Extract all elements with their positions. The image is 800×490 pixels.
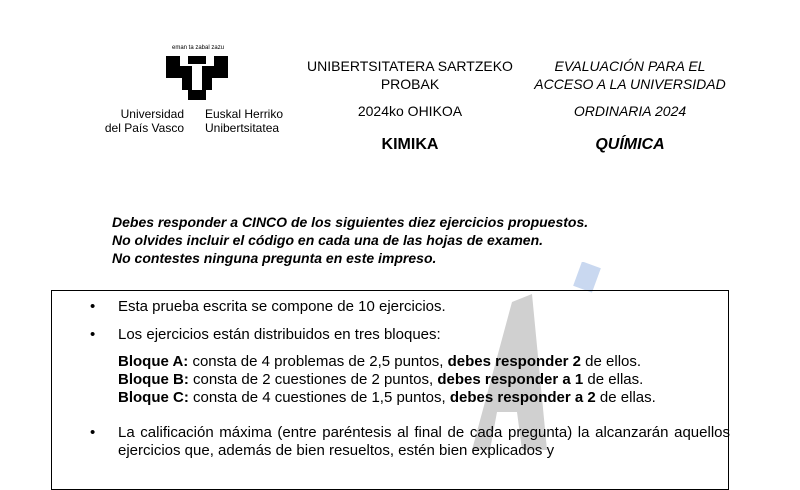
instruction-line: Debes responder a CINCO de los siguientes diez ejercicios propuestos. [112, 214, 589, 230]
session-eu: 2024ko OHIKOA [357, 103, 463, 119]
instruction-line: No contestes ninguna pregunta en este impreso. [112, 250, 437, 266]
blocks-list [118, 353, 656, 407]
info-item-2: Los ejercicios están distribuidos en tres bloques: [118, 326, 441, 343]
exam-title-es: EVALUACIÓN PARA EL ACCESO A LA UNIVERSIDAD [534, 58, 726, 92]
block-a: Bloque A: consta de 4 problemas de 2,5 puntos, debes responder 2 de ellos. [118, 353, 642, 370]
session-es: ORDINARIA 2024 [573, 103, 687, 119]
block-c: Bloque C: consta de 4 cuestiones de 1,5 puntos, debes responder a 2 de ellas. [118, 389, 656, 406]
subject-es: QUÍMICA [595, 136, 665, 153]
block-b: Bloque B: consta de 2 cuestiones de 2 puntos, debes responder a 1 de ellas. [118, 371, 644, 388]
instruction-line: No olvides incluir el código en cada una de las hojas de examen. [112, 232, 544, 248]
info-item-1: Esta prueba escrita se compone de 10 ejercicios. [118, 298, 446, 315]
instructions [112, 213, 588, 267]
info-item-3: La calificación máxima (entre paréntesis al final de cada pregunta) la alcanzarán aquellos ejercicios que, además de bien resueltos, estén bien explicados y [118, 424, 730, 459]
info-box [51, 290, 729, 490]
university-name-es: Universidad del País Vasco [104, 107, 184, 135]
exam-title-eu: UNIBERTSITATERA SARTZEKO PROBAK [307, 58, 513, 92]
bullet-icon: • [90, 424, 96, 441]
university-name-eu: Euskal Herriko Unibertsitatea [205, 107, 284, 135]
bullet-icon: • [90, 326, 96, 343]
university-logo [162, 54, 232, 102]
subject-eu: KIMIKA [381, 136, 439, 153]
logo-motto: eman ta zabal zazu [172, 45, 225, 51]
bullet-icon: • [90, 298, 96, 315]
